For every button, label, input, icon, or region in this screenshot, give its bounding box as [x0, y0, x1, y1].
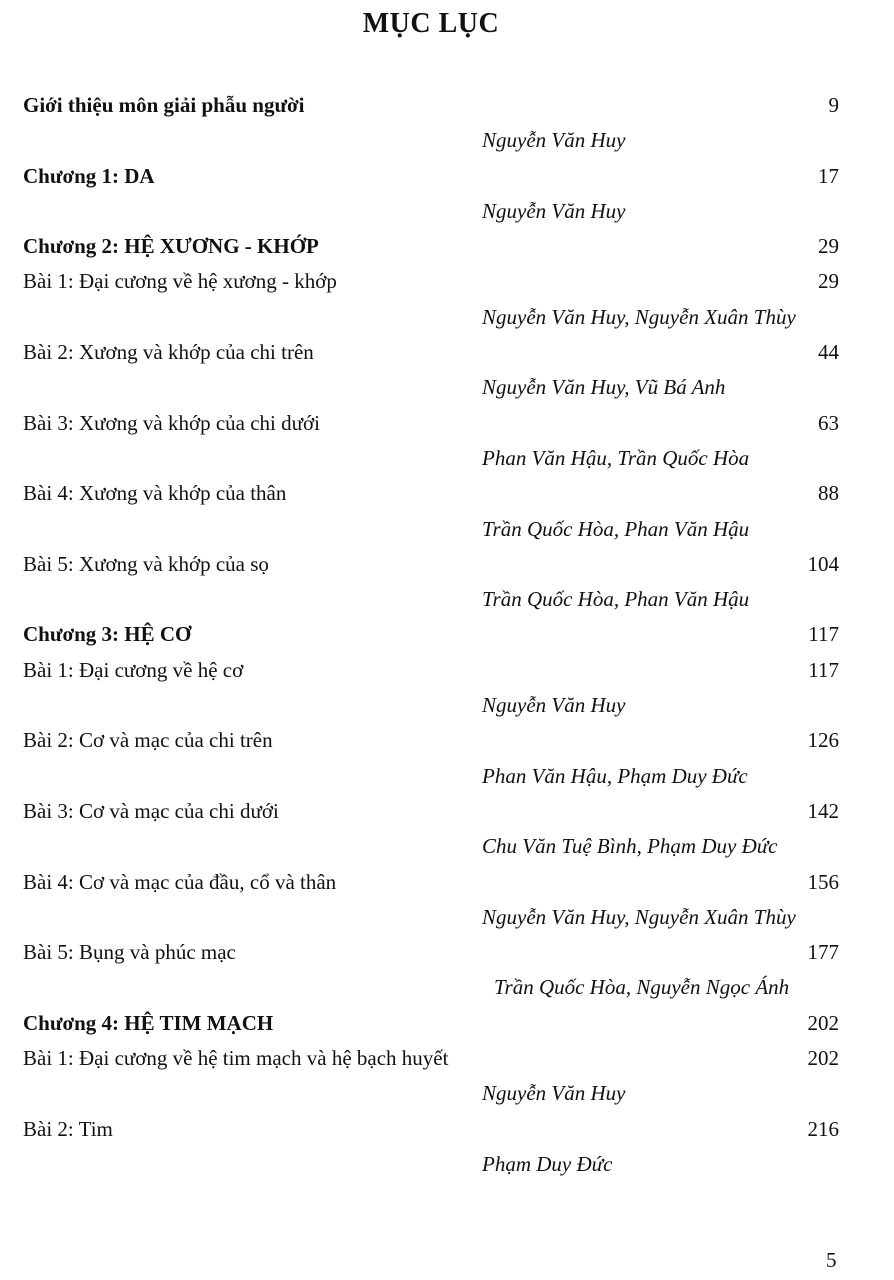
- toc-entry[interactable]: [23, 476, 839, 511]
- toc-entry[interactable]: [23, 335, 839, 370]
- toc-entry-authors: Chu Văn Tuệ Bình, Phạm Duy Đức: [482, 834, 778, 859]
- toc-entry-title: Chương 2: HỆ XƯƠNG - KHỚP: [23, 234, 319, 259]
- toc-entry-authors: Trần Quốc Hòa, Phan Văn Hậu: [482, 587, 750, 612]
- toc-entry[interactable]: [23, 865, 839, 900]
- toc-entry-title: Bài 4: Xương và khớp của thân: [23, 481, 287, 506]
- toc-entry-page: 142: [807, 798, 839, 823]
- toc-entry[interactable]: [23, 88, 839, 123]
- toc-entry-page: 117: [808, 657, 839, 682]
- toc-entry-title: Bài 1: Đại cương về hệ tim mạch và hệ bạch huyết: [23, 1046, 449, 1071]
- table-of-contents: [23, 88, 839, 1182]
- toc-entry-page: 88: [818, 481, 839, 506]
- toc-entry[interactable]: [23, 935, 839, 970]
- toc-entry-page: 29: [818, 269, 839, 294]
- toc-entry-authors: Trần Quốc Hòa, Phan Văn Hậu: [482, 516, 750, 541]
- toc-entry-page: 44: [818, 340, 839, 365]
- toc-entry-page: 9: [828, 93, 839, 117]
- toc-entry-title: Bài 5: Bụng và phúc mạc: [23, 940, 236, 965]
- toc-entry-authors: Phạm Duy Đức: [482, 1151, 613, 1176]
- toc-entry-authors: Phan Văn Hậu, Trần Quốc Hòa: [482, 445, 750, 470]
- toc-entry[interactable]: [23, 229, 839, 264]
- toc-entry[interactable]: [23, 406, 839, 441]
- toc-entry-page: 177: [807, 940, 839, 965]
- toc-entry-title: Chương 3: HỆ CƠ: [23, 622, 192, 647]
- toc-entry-title: Bài 3: Cơ và mạc của chi dưới: [23, 798, 279, 823]
- toc-entry-title: Chương 1: DA: [23, 163, 155, 188]
- toc-entry-page: 117: [808, 622, 839, 647]
- toc-entry-title: Chương 4: HỆ TIM MẠCH: [23, 1010, 274, 1035]
- toc-entry-page: 63: [818, 410, 839, 435]
- toc-entry-authors: Nguyễn Văn Huy, Nguyễn Xuân Thùy: [482, 904, 796, 929]
- toc-entry[interactable]: [23, 653, 839, 688]
- toc-entry-authors: Nguyễn Văn Huy: [482, 198, 626, 223]
- toc-entry[interactable]: [23, 617, 839, 652]
- toc-entry-page: 104: [807, 551, 839, 576]
- toc-entry-authors: Nguyễn Văn Huy: [482, 128, 626, 153]
- toc-entry-page: 17: [818, 163, 839, 188]
- toc-entry-page: 202: [807, 1046, 839, 1071]
- toc-entry-title: Bài 1: Đại cương về hệ cơ: [23, 657, 244, 682]
- toc-entry-page: 29: [818, 234, 839, 259]
- page-number: 5: [826, 1248, 837, 1272]
- toc-entry-page: 156: [807, 869, 839, 894]
- toc-entry-page: 216: [807, 1116, 839, 1141]
- toc-entry-authors: Nguyễn Văn Huy, Vũ Bá Anh: [482, 375, 726, 400]
- toc-entry-title: Bài 5: Xương và khớp của sọ: [23, 551, 269, 576]
- toc-entry-title: Giới thiệu môn giải phẫu người: [23, 93, 305, 117]
- toc-entry[interactable]: [23, 1112, 839, 1147]
- toc-entry[interactable]: [23, 1006, 839, 1041]
- toc-entry-title: Bài 1: Đại cương về hệ xương - khớp: [23, 269, 337, 294]
- toc-entry[interactable]: [23, 547, 839, 582]
- toc-entry[interactable]: [23, 264, 839, 299]
- toc-entry-title: Bài 4: Cơ và mạc của đầu, cổ và thân: [23, 869, 337, 894]
- toc-entry[interactable]: [23, 794, 839, 829]
- toc-entry-authors: Nguyễn Văn Huy: [482, 1081, 626, 1106]
- page-title: MỤC LỤC: [362, 8, 500, 39]
- toc-entry[interactable]: [23, 723, 839, 758]
- toc-entry-authors: Nguyễn Văn Huy: [482, 693, 626, 718]
- toc-entry-page: 202: [807, 1010, 839, 1035]
- toc-entry-title: Bài 2: Xương và khớp của chi trên: [23, 340, 314, 365]
- toc-entry[interactable]: [23, 1041, 839, 1076]
- toc-entry-title: Bài 3: Xương và khớp của chi dưới: [23, 410, 320, 435]
- toc-entry-title: Bài 2: Cơ và mạc của chi trên: [23, 728, 273, 753]
- toc-entry-page: 126: [807, 728, 839, 753]
- toc-entry-authors: Phan Văn Hậu, Phạm Duy Đức: [482, 763, 748, 788]
- toc-entry[interactable]: [23, 159, 839, 194]
- toc-entry-authors: Nguyễn Văn Huy, Nguyễn Xuân Thùy: [482, 304, 796, 329]
- toc-entry-authors: Trần Quốc Hòa, Nguyễn Ngọc Ánh: [494, 975, 790, 1000]
- toc-entry-title: Bài 2: Tim: [23, 1116, 113, 1141]
